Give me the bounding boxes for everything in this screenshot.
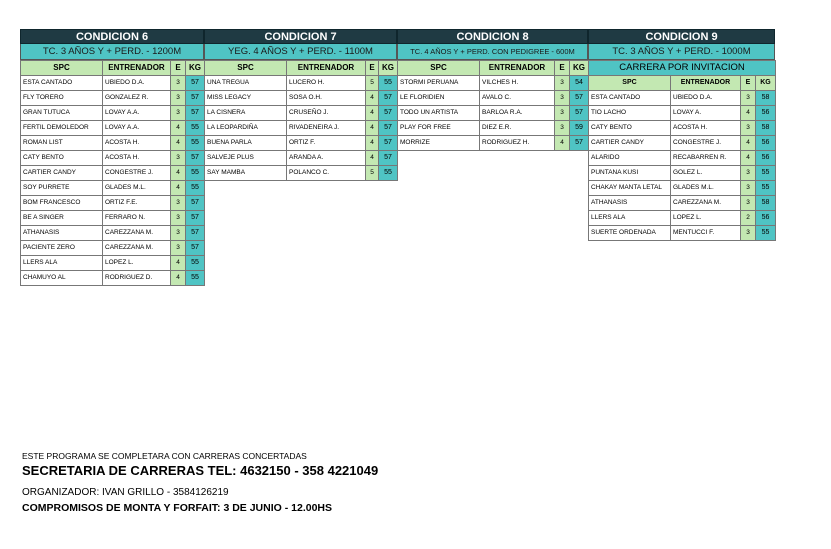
cell-e: 3	[555, 91, 570, 106]
cell-kg: 57	[186, 151, 205, 166]
cell-spc: SAY MAMBA	[205, 166, 287, 181]
col-entrenador: ENTRENADOR	[480, 61, 555, 76]
cell-kg: 55	[186, 181, 205, 196]
table-row	[21, 106, 205, 121]
cell-entrenador: RODRIGUEZ H.	[480, 136, 555, 151]
cell-spc: TODO UN ARTISTA	[398, 106, 480, 121]
cell-e: 3	[741, 181, 756, 196]
col-kg: KG	[570, 61, 589, 76]
cell-entrenador: UBIEDO D.A.	[103, 76, 171, 91]
cell-kg: 58	[756, 91, 776, 106]
cell-kg: 58	[756, 196, 776, 211]
table-row	[21, 271, 205, 286]
cell-e: 3	[171, 226, 186, 241]
cell-entrenador: GLADES M.L.	[103, 181, 171, 196]
cell-entrenador: RODRIGUEZ D.	[103, 271, 171, 286]
cell-e: 5	[366, 166, 379, 181]
condicion-8-block	[397, 29, 588, 151]
cell-e: 4	[171, 271, 186, 286]
table-row	[398, 121, 589, 136]
cell-spc: PACIENTE ZERO	[21, 241, 103, 256]
cell-e: 3	[741, 121, 756, 136]
table-header-row	[21, 61, 205, 76]
cell-kg: 57	[379, 136, 398, 151]
condicion-6-table	[20, 60, 205, 286]
cell-kg: 57	[379, 121, 398, 136]
cell-entrenador: BARLOA R.A.	[480, 106, 555, 121]
cell-kg: 57	[570, 91, 589, 106]
cell-e: 4	[171, 256, 186, 271]
cell-entrenador: MENTUCCI F.	[671, 226, 741, 241]
cell-entrenador: CAREZZANA M.	[103, 226, 171, 241]
cell-e: 4	[741, 106, 756, 121]
cell-kg: 56	[756, 136, 776, 151]
col-spc: SPC	[589, 76, 671, 91]
table-row	[21, 151, 205, 166]
condicion-6-rows	[21, 76, 205, 286]
table-row	[205, 106, 398, 121]
cell-kg: 55	[186, 136, 205, 151]
cell-kg: 55	[379, 76, 398, 91]
condicion-8-table	[397, 60, 589, 151]
col-spc: SPC	[398, 61, 480, 76]
cell-entrenador: ACOSTA H.	[103, 151, 171, 166]
table-row	[205, 76, 398, 91]
col-kg: KG	[756, 76, 776, 91]
cell-entrenador: LOPEZ L.	[671, 211, 741, 226]
footer-secretaria: SECRETARIA DE CARRERAS TEL: 4632150 - 358 4221049	[22, 463, 379, 478]
footer-note: ESTE PROGRAMA SE COMPLETARA CON CARRERAS CONCERTADAS	[22, 451, 307, 461]
table-header-row	[589, 76, 776, 91]
table-header-row	[589, 61, 776, 76]
cell-e: 5	[366, 76, 379, 91]
cell-kg: 55	[186, 256, 205, 271]
table-row	[21, 121, 205, 136]
cell-kg: 55	[756, 181, 776, 196]
cell-e: 4	[366, 106, 379, 121]
condicion-7-rows	[205, 76, 398, 181]
cell-entrenador: UBIEDO D.A.	[671, 91, 741, 106]
cell-spc: SALVEJE PLUS	[205, 151, 287, 166]
cell-e: 3	[171, 211, 186, 226]
cell-e: 3	[741, 91, 756, 106]
cell-e: 3	[555, 76, 570, 91]
cell-kg: 57	[379, 91, 398, 106]
table-row	[21, 211, 205, 226]
cell-spc: FLY TORERO	[21, 91, 103, 106]
table-row	[589, 91, 776, 106]
cell-spc: LA CISNERA	[205, 106, 287, 121]
cell-spc: ALARIDO	[589, 151, 671, 166]
table-row	[205, 136, 398, 151]
cell-spc: LA LEOPARDIÑA	[205, 121, 287, 136]
table-row	[589, 151, 776, 166]
cell-spc: CATY BENTO	[589, 121, 671, 136]
cell-e: 3	[171, 151, 186, 166]
cell-spc: CARTIER CANDY	[589, 136, 671, 151]
cell-spc: SOY PURRETE	[21, 181, 103, 196]
cell-entrenador: CONGESTRE J.	[103, 166, 171, 181]
table-row	[205, 121, 398, 136]
cell-e: 4	[366, 91, 379, 106]
cell-e: 3	[171, 76, 186, 91]
table-row	[398, 136, 589, 151]
table-row	[589, 136, 776, 151]
cell-kg: 55	[756, 226, 776, 241]
cell-spc: LLERS ALA	[589, 211, 671, 226]
cell-kg: 57	[186, 76, 205, 91]
cell-kg: 55	[186, 271, 205, 286]
cell-kg: 58	[756, 121, 776, 136]
table-row	[398, 91, 589, 106]
cell-entrenador: CRUSEÑO J.	[287, 106, 366, 121]
cell-entrenador: LOVAY A.A.	[103, 121, 171, 136]
table-row	[589, 226, 776, 241]
cell-entrenador: SOSA O.H.	[287, 91, 366, 106]
condicion-8-title: CONDICION 8	[397, 29, 588, 44]
table-row	[205, 151, 398, 166]
cell-entrenador: VILCHES H.	[480, 76, 555, 91]
cell-kg: 57	[186, 241, 205, 256]
cell-e: 4	[741, 136, 756, 151]
cell-e: 4	[741, 151, 756, 166]
condicion-7-table	[204, 60, 398, 181]
cell-spc: PLAY FOR FREE	[398, 121, 480, 136]
cell-kg: 55	[379, 166, 398, 181]
condicion-7-block	[204, 29, 397, 181]
condicion-9-title: CONDICION 9	[588, 29, 775, 44]
cell-kg: 54	[570, 76, 589, 91]
cell-e: 3	[171, 106, 186, 121]
col-spc: SPC	[21, 61, 103, 76]
cell-entrenador: GLADES M.L.	[671, 181, 741, 196]
cell-e: 3	[171, 91, 186, 106]
cell-spc: ROMAN LIST	[21, 136, 103, 151]
table-row	[21, 241, 205, 256]
table-row	[21, 136, 205, 151]
condicion-6-title: CONDICION 6	[20, 29, 204, 44]
cell-entrenador: ACOSTA H.	[671, 121, 741, 136]
condicion-9-rows	[589, 91, 776, 241]
cell-kg: 55	[756, 166, 776, 181]
table-row	[21, 196, 205, 211]
table-header-row	[205, 61, 398, 76]
table-row	[589, 166, 776, 181]
cell-entrenador: LOPEZ L.	[103, 256, 171, 271]
table-row	[589, 121, 776, 136]
table-row	[21, 91, 205, 106]
cell-spc: CHAMUYO AL	[21, 271, 103, 286]
condicion-9-block	[588, 29, 775, 241]
table-header-row	[398, 61, 589, 76]
table-row	[205, 91, 398, 106]
table-row	[398, 106, 589, 121]
cell-kg: 57	[186, 196, 205, 211]
cell-e: 4	[171, 181, 186, 196]
cell-entrenador: CONGESTRE J.	[671, 136, 741, 151]
cell-e: 4	[366, 136, 379, 151]
cell-entrenador: ORTIZ F.	[287, 136, 366, 151]
cell-e: 3	[171, 241, 186, 256]
cell-entrenador: ARANDA A.	[287, 151, 366, 166]
cell-spc: SUERTE ORDENADA	[589, 226, 671, 241]
table-row	[21, 166, 205, 181]
cell-entrenador: GOLEZ L.	[671, 166, 741, 181]
cell-e: 3	[741, 226, 756, 241]
cell-e: 4	[171, 166, 186, 181]
cell-spc: PUNTANA KUSI	[589, 166, 671, 181]
cell-spc: LE FLORIDIEN	[398, 91, 480, 106]
cell-spc: LLERS ALA	[21, 256, 103, 271]
cell-spc: CARTIER CANDY	[21, 166, 103, 181]
cell-spc: BE A SINGER	[21, 211, 103, 226]
cell-kg: 57	[379, 151, 398, 166]
cell-entrenador: RIVADENEIRA J.	[287, 121, 366, 136]
col-e: E	[366, 61, 379, 76]
cell-spc: TIO LACHO	[589, 106, 671, 121]
cell-entrenador: LOVAY A.	[671, 106, 741, 121]
table-row	[589, 106, 776, 121]
condicion-8-rows	[398, 76, 589, 151]
cell-kg: 57	[570, 136, 589, 151]
cell-kg: 59	[570, 121, 589, 136]
cell-kg: 57	[186, 226, 205, 241]
cell-spc: UNA TREGUA	[205, 76, 287, 91]
condicion-6-block	[20, 29, 204, 286]
cell-kg: 57	[379, 106, 398, 121]
cell-entrenador: AVALO C.	[480, 91, 555, 106]
cell-kg: 57	[186, 91, 205, 106]
cell-spc: STORMI PERUANA	[398, 76, 480, 91]
col-entrenador: ENTRENADOR	[103, 61, 171, 76]
cell-spc: CATY BENTO	[21, 151, 103, 166]
table-row	[21, 76, 205, 91]
cell-entrenador: FERRARO N.	[103, 211, 171, 226]
cell-e: 3	[741, 166, 756, 181]
cell-kg: 55	[186, 121, 205, 136]
cell-spc: ESTA CANTADO	[589, 91, 671, 106]
cell-spc: ATHANASIS	[21, 226, 103, 241]
table-row	[21, 181, 205, 196]
condicion-8-subtitle: TC. 4 AÑOS Y + PERD. CON PEDIGREE - 600M	[397, 44, 588, 60]
cell-entrenador: POLANCO C.	[287, 166, 366, 181]
cell-entrenador: RECABARREN R.	[671, 151, 741, 166]
col-kg: KG	[186, 61, 205, 76]
cell-kg: 56	[756, 211, 776, 226]
cell-entrenador: DIEZ E.R.	[480, 121, 555, 136]
cell-e: 4	[366, 151, 379, 166]
cell-kg: 56	[756, 151, 776, 166]
condicion-6-subtitle: TC. 3 AÑOS Y + PERD. - 1200M	[20, 44, 204, 60]
cell-entrenador: CAREZZANA M.	[671, 196, 741, 211]
cell-spc: GRAN TUTUCA	[21, 106, 103, 121]
col-spc: SPC	[205, 61, 287, 76]
cell-kg: 55	[186, 166, 205, 181]
cell-entrenador: ACOSTA H.	[103, 136, 171, 151]
col-entrenador: ENTRENADOR	[671, 76, 741, 91]
condicion-9-subtitle: TC. 3 AÑOS Y + PERD. - 1000M	[588, 44, 775, 60]
cell-spc: CHAKAY MANTA LETAL	[589, 181, 671, 196]
cell-entrenador: GONZALEZ R.	[103, 91, 171, 106]
table-row	[21, 226, 205, 241]
invitation-banner: CARRERA POR INVITACION	[589, 61, 776, 76]
cell-e: 4	[171, 121, 186, 136]
cell-kg: 57	[186, 106, 205, 121]
cell-e: 3	[555, 121, 570, 136]
cell-e: 4	[366, 121, 379, 136]
col-e: E	[555, 61, 570, 76]
cell-entrenador: LOVAY A.A.	[103, 106, 171, 121]
cell-e: 3	[171, 196, 186, 211]
cell-entrenador: LUCERO H.	[287, 76, 366, 91]
cell-e: 4	[171, 136, 186, 151]
cell-spc: ATHANASIS	[589, 196, 671, 211]
cell-kg: 57	[570, 106, 589, 121]
cell-spc: BUENA PARLA	[205, 136, 287, 151]
table-row	[589, 181, 776, 196]
condicion-9-table	[588, 60, 776, 241]
table-row	[589, 196, 776, 211]
table-row	[398, 76, 589, 91]
col-e: E	[741, 76, 756, 91]
cell-kg: 57	[186, 211, 205, 226]
condicion-7-subtitle: YEG. 4 AÑOS Y + PERD. - 1100M	[204, 44, 397, 60]
footer-compromisos: COMPROMISOS DE MONTA Y FORFAIT: 3 DE JUNIO - 12.00HS	[22, 502, 332, 514]
col-kg: KG	[379, 61, 398, 76]
table-row	[21, 256, 205, 271]
cell-e: 2	[741, 211, 756, 226]
cell-entrenador: CAREZZANA M.	[103, 241, 171, 256]
col-e: E	[171, 61, 186, 76]
table-row	[205, 166, 398, 181]
cell-spc: MISS LEGACY	[205, 91, 287, 106]
cell-spc: FERTIL DEMOLEDOR	[21, 121, 103, 136]
cell-e: 4	[555, 136, 570, 151]
cell-entrenador: ORTIZ F.E.	[103, 196, 171, 211]
cell-kg: 56	[756, 106, 776, 121]
cell-e: 3	[555, 106, 570, 121]
table-row	[589, 211, 776, 226]
footer-organizador: ORGANIZADOR: IVAN GRILLO - 3584126219	[22, 487, 229, 498]
condicion-7-title: CONDICION 7	[204, 29, 397, 44]
col-entrenador: ENTRENADOR	[287, 61, 366, 76]
cell-spc: BOM FRANCESCO	[21, 196, 103, 211]
cell-e: 3	[741, 196, 756, 211]
cell-spc: ESTA CANTADO	[21, 76, 103, 91]
cell-spc: MORRIZE	[398, 136, 480, 151]
